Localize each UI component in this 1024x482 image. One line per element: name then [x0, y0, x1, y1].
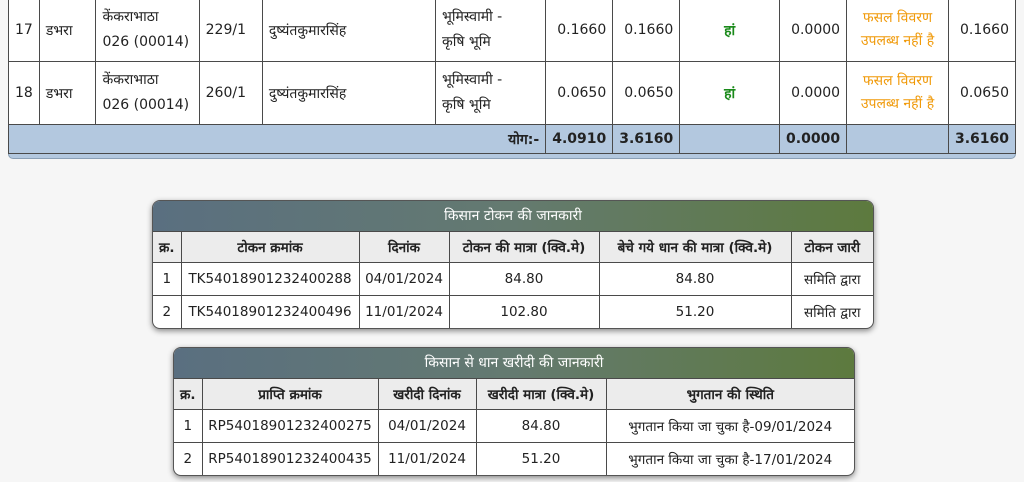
purchase-info-panel [173, 347, 855, 476]
total-empty-cell [847, 125, 949, 154]
column-header: क्र. [153, 232, 181, 263]
area-value: 0.0000 [780, 0, 847, 62]
area-value: 0.0000 [780, 62, 847, 125]
total-area: 4.0910 [546, 125, 613, 154]
khasra-number: 229/1 [199, 0, 262, 62]
purchase-quantity: 51.20 [476, 443, 606, 476]
area-value: 0.0650 [613, 62, 680, 125]
table-row [9, 0, 1016, 62]
payment-status: भुगतान किया जा चुका है-17/01/2024 [606, 443, 854, 476]
token-header-row [153, 232, 873, 263]
village-name: डभरा [39, 0, 96, 62]
purchase-header-row [174, 379, 854, 410]
serial-number: 17 [9, 0, 40, 62]
area-value: 0.0650 [948, 62, 1015, 125]
serial-number: 1 [174, 410, 202, 443]
eligibility-flag: हां [680, 0, 780, 62]
token-info-panel [152, 200, 874, 329]
receipt-number: RP54018901232400435 [202, 443, 378, 476]
column-header: टोकन क्रमांक [181, 232, 359, 263]
token-number: TK54018901232400288 [181, 263, 359, 296]
table-row [9, 62, 1016, 125]
token-number: TK54018901232400496 [181, 296, 359, 329]
land-type: भूमिस्वामी - कृषि भूमि [436, 0, 546, 62]
land-record-table-container [8, 0, 1016, 159]
token-date: 04/01/2024 [359, 263, 449, 296]
table-row [174, 443, 854, 476]
crop-status: फसल विवरण उपलब्ध नहीं है [847, 62, 949, 125]
total-row [9, 125, 1016, 154]
patwari-halka: केंकराभाठा 026 (00014) [96, 0, 199, 62]
token-table [153, 231, 873, 328]
purchase-quantity: 84.80 [476, 410, 606, 443]
token-quantity: 84.80 [449, 263, 599, 296]
serial-number: 2 [153, 296, 181, 329]
total-area: 3.6160 [948, 125, 1015, 154]
column-header: खरीदी दिनांक [378, 379, 476, 410]
receipt-number: RP54018901232400275 [202, 410, 378, 443]
token-panel-title: किसान टोकन की जानकारी [153, 201, 873, 231]
serial-number: 18 [9, 62, 40, 125]
total-area: 3.6160 [613, 125, 680, 154]
table-row [153, 296, 873, 329]
land-type: भूमिस्वामी - कृषि भूमि [436, 62, 546, 125]
table-footer-edge [8, 154, 1016, 159]
column-header: क्र. [174, 379, 202, 410]
token-quantity: 102.80 [449, 296, 599, 329]
total-label: योग:- [9, 125, 546, 154]
column-header: भुगतान की स्थिति [606, 379, 854, 410]
area-value: 0.1660 [546, 0, 613, 62]
column-header: बेचे गये धान की मात्रा (क्वि.मे) [599, 232, 791, 263]
khasra-number: 260/1 [199, 62, 262, 125]
purchase-panel-title: किसान से धान खरीदी की जानकारी [174, 348, 854, 378]
issued-by: समिति द्वारा [791, 263, 873, 296]
purchase-date: 04/01/2024 [378, 410, 476, 443]
area-value: 0.0650 [546, 62, 613, 125]
serial-number: 2 [174, 443, 202, 476]
column-header: खरीदी मात्रा (क्वि.मे) [476, 379, 606, 410]
purchase-date: 11/01/2024 [378, 443, 476, 476]
eligibility-flag: हां [680, 62, 780, 125]
patwari-halka: केंकराभाठा 026 (00014) [96, 62, 199, 125]
area-value: 0.1660 [613, 0, 680, 62]
payment-status: भुगतान किया जा चुका है-09/01/2024 [606, 410, 854, 443]
table-row [153, 263, 873, 296]
village-name: डभरा [39, 62, 96, 125]
total-area: 0.0000 [780, 125, 847, 154]
purchase-table [174, 378, 854, 475]
column-header: प्राप्ति क्रमांक [202, 379, 378, 410]
owner-name: दुष्यंतकुमारसिंह [262, 0, 435, 62]
column-header: दिनांक [359, 232, 449, 263]
sold-quantity: 51.20 [599, 296, 791, 329]
token-date: 11/01/2024 [359, 296, 449, 329]
column-header: टोकन की मात्रा (क्वि.मे) [449, 232, 599, 263]
total-empty-cell [680, 125, 780, 154]
column-header: टोकन जारी [791, 232, 873, 263]
issued-by: समिति द्वारा [791, 296, 873, 329]
owner-name: दुष्यंतकुमारसिंह [262, 62, 435, 125]
table-row [174, 410, 854, 443]
land-record-table [8, 0, 1016, 154]
area-value: 0.1660 [948, 0, 1015, 62]
serial-number: 1 [153, 263, 181, 296]
sold-quantity: 84.80 [599, 263, 791, 296]
crop-status: फसल विवरण उपलब्ध नहीं है [847, 0, 949, 62]
